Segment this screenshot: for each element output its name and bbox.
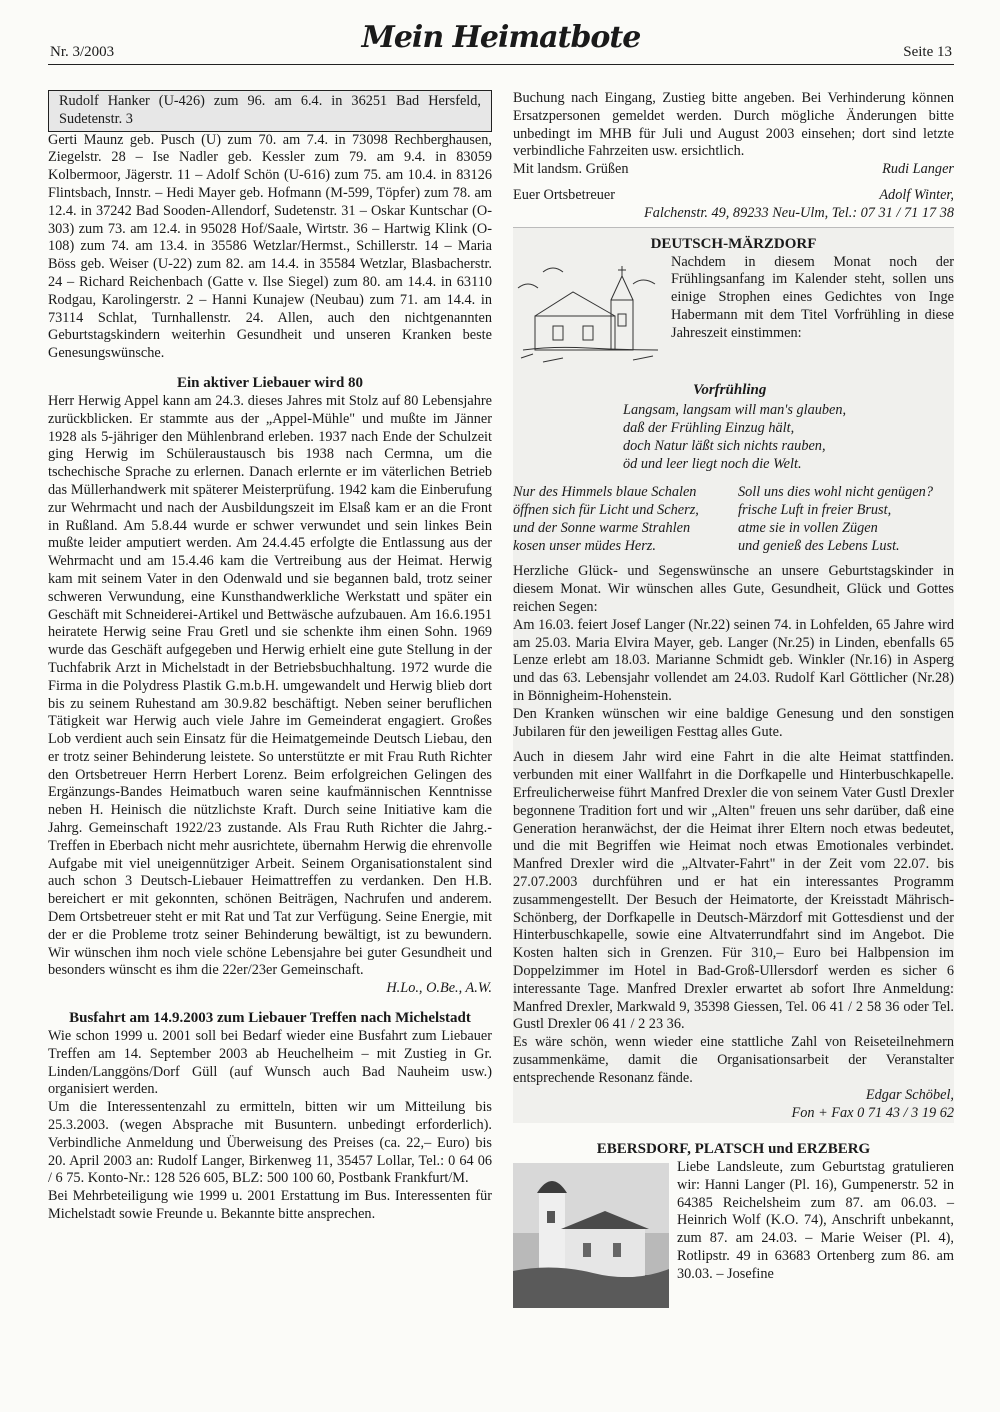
- page-header: [48, 20, 954, 65]
- section-contact: Fon + Fax 0 71 43 / 3 19 62: [791, 1105, 954, 1122]
- poem-line: daß der Frühling Einzug hält,: [623, 420, 795, 437]
- greeting: Mit landsm. Grüßen: [513, 161, 629, 178]
- article-body: Herr Herwig Appel kann am 24.3. dieses Jahres mit Stolz auf 80 Lebensjahre zurückblicken. Er stammte aus der „Appel-Mühle" und mußte im Jänner 1928 als 5-jähriger den Mühlenbrand erleben. 1937 nach Ende der Schulzeit ging Herwig im Schüleraustausch bis 1938 nach Cermna, um die tschechische Sprache zu erlernen. Danach erlernte er im väterlichen Betrieb das Müllerhandwerk mit späterer Meisterprüfung. 1942 kam die Einberufung zur Wehrmacht und nach der Ausbildungszeit im Elsaß kam er an die Front in Rußland. Am 5.8.44 wurde er schwer verwundet und sein linkes Bein mußte leider amputiert werden. Am 24.4.45 erfolgte die Entlassung aus der Wehrmacht und am 15.4.46 kam die Vertreibung aus der Heimat. Herwig kam mit seinem Vater in den Odenwald und sie begannen bald, trotz seiner schweren Verwundung, eine Kunsthandwerkliche Werkstatt und später ein Geschäft mit Schneiderei-Artikel und Bettwäsche aufzubauen. Am 16.6.1951 heiratete Herwig seine Frau Gretl und sie schenkte ihm einen Sohn. 1969 wurde das Geschäft aufgegeben und Herwig erhielt eine gute Stellung in der Tuchfabrik Arzt in Michelstadt in der Betriebsbuchhaltung. 1972 wurde die Firma in die Polydress Plastik G.m.b.H. umgewandelt und Herwig blieb dort bis zu seinem Ruhestand am 30.9.82 beschäftigt. Neben seiner beruflichen Tätigkeit war Herwig auch viele Jahre im Gemeinderat engagiert. Großes Lob verdient auch sein Einsatz für die Heimatgemeinde Deutsch Liebau, den er trotz seiner Behinderung leistete. So unterstützte er mit Frau Ruth Richter den Ortsbetreuer Herrn Herbert Lorenz. Beim erfolgreichen Gelingen des Ergänzungs-Bandes Heimatbuch waren seine kaufmännischen Kenntnisse neben H. Heinisch die nützlichste Kraft. Durch seine Initiative kam die Jahrg. Gemeinschaft 1922/23 zustande. Als Frau Ruth Richter die Jahrg.-Treffen in Eberbach nicht mehr ausrichtete, übernahm Herwig die ehrenvolle Aufgabe mit viel uneigennütziger Arbeit. Seinem Organisationstalent sind auch schon 3 Deutsch-Liebauer Heimattreffen zu verdanken. Den H.B. bereichert er mit gekonnten, schönen Beiträgen, Nachrufen und anderem. Dem Ortsbetreuer steht er mit Rat und Tat zur Verfügung. Seine Energie, mit der er die Probleme trotz seiner Behinderung bewältigt, ist zu bewundern. Wir wünschen ihm noch viele schöne Lebensjahre bei guter Gesundheit und besonders wünscht es ihm die 22er/23er Gemeinschaft.: [48, 392, 492, 979]
- poem-line: atme sie in vollen Zügen: [738, 520, 878, 537]
- issue-number: Nr. 3/2003: [50, 44, 115, 60]
- section-intro: Nachdem in diesem Monat noch der Frühlingsanfang im Kalender steht, sollen uns einige Strophen eines Gedichtes von Inge Habermann mit dem Titel Vorfrühling in diese Jahreszeit einstimmen:: [671, 253, 954, 341]
- trip-closing: Es wäre schön, wenn wieder eine stattliche Zahl von Reiseteilnehmern zusammenkäme, damit die Organisationsarbeit der Veranstalter entsprechende Resonanz fände.: [513, 1034, 954, 1086]
- article-title: Ein aktiver Liebauer wird 80: [176, 374, 364, 391]
- left-column: [48, 90, 492, 1224]
- bus-trip-continuation: Buchung nach Eingang, Zustieg bitte angeben. Bei Verhinderung können Ersatzpersonen gemeldet werden. Durch mögliche Änderungen bitte unbedingt im MHB für Juli und August 2003 einsehen; dort sind letzte verbindliche Fahrzeiten usw. ersichtlich.: [513, 90, 954, 160]
- birthday-wishes: Herzliche Glück- und Segenswünsche an unsere Geburtstagskinder in diesem Monat. Wir wünschen alles Gute, Gesundheit, Glück und Gottes reichen Segen:: [513, 563, 954, 615]
- article-signature: H.Lo., O.Be., A.W.: [386, 980, 492, 997]
- poem-stanza-3: [738, 483, 954, 555]
- section-title: DEUTSCH-MÄRZDORF: [650, 235, 817, 252]
- poem-line: frische Luft in freier Brust,: [738, 502, 892, 519]
- ortsbetreuer-label: Euer Ortsbetreuer: [513, 186, 616, 203]
- deutsch-maerzdorf-section: [513, 227, 954, 1124]
- poem-line: und genieß des Lebens Lust.: [738, 538, 900, 555]
- ebersdorf-birthdays: Liebe Landsleute, zum Geburtstag gratulieren wir: Hanni Langer (Pl. 16), Gumpenerstr. 52 in 64385 Reichelsheim zum 87. am 06.03. – Heinrich Wolf (K.O. 74), Anschrift unbekannt, zum 87. am 24.03. – Marie Weiser (Pl. 4), Rotlipstr. 49 in 63683 Ortenberg zum 86. am 30.03. – Josefine: [677, 1159, 954, 1282]
- ebersdorf-title: EBERSDORF, PLATSCH und ERZBERG: [596, 1141, 871, 1158]
- ortsbetreuer-address: Falchenstr. 49, 89233 Neu-Ulm, Tel.: 07 31 / 71 17 38: [643, 204, 954, 221]
- bus-trip-paragraph: Um die Interessentenzahl zu ermitteln, bitten wir um Mitteilung bis 25.3.2003. (wegen Absprache mit Busuntern. unbedingt erforderlich). Verbindliche Anmeldung und Überweisung des Preises (ca. 22,– Euro) bis 20. April 2003 an: Rudolf Langer, Birkenweg 11, 35457 Lollar, Tel.: 0 64 06 / 6 75. Konto-Nr.: 128 526 605, BLZ: 500 100 60, Postbank Frankfurt/M.: [48, 1099, 492, 1187]
- church-photo: [513, 1163, 669, 1308]
- poem-stanzas-2-3: [513, 483, 954, 555]
- get-well-wishes: Den Kranken wünschen wir eine baldige Genesung und den sonstigen Jubilaren für den jeweiligen Festtag alles Gute.: [513, 705, 954, 740]
- bus-trip-paragraph: Wie schon 1999 u. 2001 soll bei Bedarf wieder eine Busfahrt zum Liebauer Treffen am 14. September 2003 ab Heuchelheim – mit Zustieg in Gr. Linden/Langgöns/Dorf Güll (auf Wunsch auch Bad Nauheim usw.) organisiert werden.: [48, 1028, 492, 1098]
- trip-announcement: Auch in diesem Jahr wird eine Fahrt in die alte Heimat stattfinden. verbunden mit einer Wallfahrt in die Dorfkapelle und Hinterbuschkapelle. Erfreulicherweise führt Manfred Drexler die von seinem Vater Gustl Drexler begonnene Tradition fort und wir „Alten" freuen uns sehr darüber, daß eine Generation heranwächst, der die Heimat ihrer Eltern noch etwas bedeutet, und die mit Begriffen wie Heimat noch etwas Emotionales verbindet. Manfred Drexler wird die „Altvater-Fahrt" in der Zeit vom 22.07. bis 27.07.2003 durchführen und er hat ein interessantes Programm zusammengestellt. Der Besuch der Heimatorte, der Kreisstadt Mährisch-Schönberg, der Dorfkapelle in Deutsch-Märzdorf mit Gottesdienst und der Hinterbuschkapelle, sowie eine Altvaterrundfahrt sind im Angebot. Die Kosten halten sich in Grenzen. Für 310,– Euro bei Halbpension im Doppelzimmer im Hotel in Bad-Groß-Ullersdorf werden es sicher 6 interessante Tage. Manfred Drexler erwartet ab sofort Ihre Anmeldung: Manfred Drexler, Markwald 9, 35398 Giessen, Tel. 06 41 / 2 58 36 oder Tel. Gustl Drexler 06 41 / 2 23 36.: [513, 749, 954, 1033]
- poem-title: Vorfrühling: [693, 381, 767, 398]
- bus-trip-title: Busfahrt am 14.9.2003 zum Liebauer Treffen nach Michelstadt: [69, 1010, 471, 1027]
- poem-line: doch Natur läßt sich nichts rauben,: [623, 438, 826, 455]
- masthead-logo: Mein Heimatbote: [361, 20, 641, 55]
- bus-trip-paragraph: Bei Mehrbeteiligung wie 1999 u. 2001 Erstattung im Bus. Interessenten für Michelstadt sowie Freunde u. Bekannte bitte ansprechen.: [48, 1188, 492, 1223]
- page-number: Seite 13: [903, 44, 952, 60]
- poem-line: öffnen sich für Licht und Scherz,: [513, 502, 699, 519]
- birthday-box: Rudolf Hanker (U-426) zum 96. am 6.4. in 36251 Bad Hersfeld, Sudetenstr. 3: [48, 90, 492, 132]
- poem-stanza-1: [623, 401, 954, 473]
- ortsbetreuer-name: Adolf Winter,: [879, 186, 954, 203]
- poem-line: und der Sonne warme Strahlen: [513, 520, 691, 537]
- poem-line: Soll uns dies wohl nicht genügen?: [738, 484, 933, 501]
- birthday-list: Am 16.03. feiert Josef Langer (Nr.22) seinen 74. in Lohfelden, 65 Jahre wird am 25.03. Maria Elvira Mayer, geb. Langer (Nr.25) in Linden, ebenfalls 65 Lenze erlebt am 18.03. Marianne Schmidt geb. Winkler (Nr.16) in Asperg und das 63. Lebensjahr vollendet am 24.03. Rudolf Karl Göttlicher (Nr.28) in Bönnigheim-Hohenstein.: [513, 616, 954, 704]
- poem-line: Langsam, langsam will man's glauben,: [623, 402, 847, 419]
- section-signature: Edgar Schöbel,: [865, 1087, 954, 1104]
- chapel-sketch-illustration: [513, 258, 663, 370]
- ortsbetreuer-line: [513, 187, 954, 205]
- birthday-list: Gerti Maunz geb. Pusch (U) zum 70. am 7.4. in 73098 Rechberghausen, Ziegelstr. 28 – Ise Nadler geb. Kessler zum 79. am 9.4. in 83059 Kolbermoor, Jägerstr. 11 – Adolf Schön (U-616) zum 75. am 10.4. in 83126 Flintsbach, Innstr. – Hedi Mayer geb. Hofmann (M-599, Töpfer) zum 78. am 12.4. in 37242 Bad Sooden-Allendorf, Sudetenstr. 31 – Oskar Kuntschar (O-303) zum 73. am 12.4. in 95028 Hof/Saale, Wirtstr. 36 – Hartwig Klink (O-108) zum 74. am 13.4. in 35586 Wetzlar/Hermst., Schillerstr. 14 – Maria Böss geb. Weiser (U-22) zum 82. am 14.4. in 35584 Wetzlar, Blasbacherstr. 24 – Richard Reichenbach (Gatte v. Ilse Siegel) zum 80. am 14.4. in 63110 Rodgau, Karolingerstr. 2 – Hanni Kunajew (Neubau) zum 71. am 14.4. in 73114 Schlat, Turnhallenstr. 24. Allen, auch den nichtgenannten Geburtstagskindern weiterhin Gesundheit und unseren Kranken beste Genesungswünsche.: [48, 131, 492, 362]
- poem-line: öd und leer liegt noch die Welt.: [623, 456, 802, 473]
- church-photo-image: [513, 1163, 669, 1308]
- greeting-line: [513, 161, 954, 179]
- poem-line: Nur des Himmels blaue Schalen: [513, 484, 697, 501]
- poem-line: kosen unser müdes Herz.: [513, 538, 656, 555]
- right-column: [513, 90, 954, 1310]
- greeting-signature: Rudi Langer: [882, 161, 954, 178]
- poem-stanza-2: [513, 483, 729, 555]
